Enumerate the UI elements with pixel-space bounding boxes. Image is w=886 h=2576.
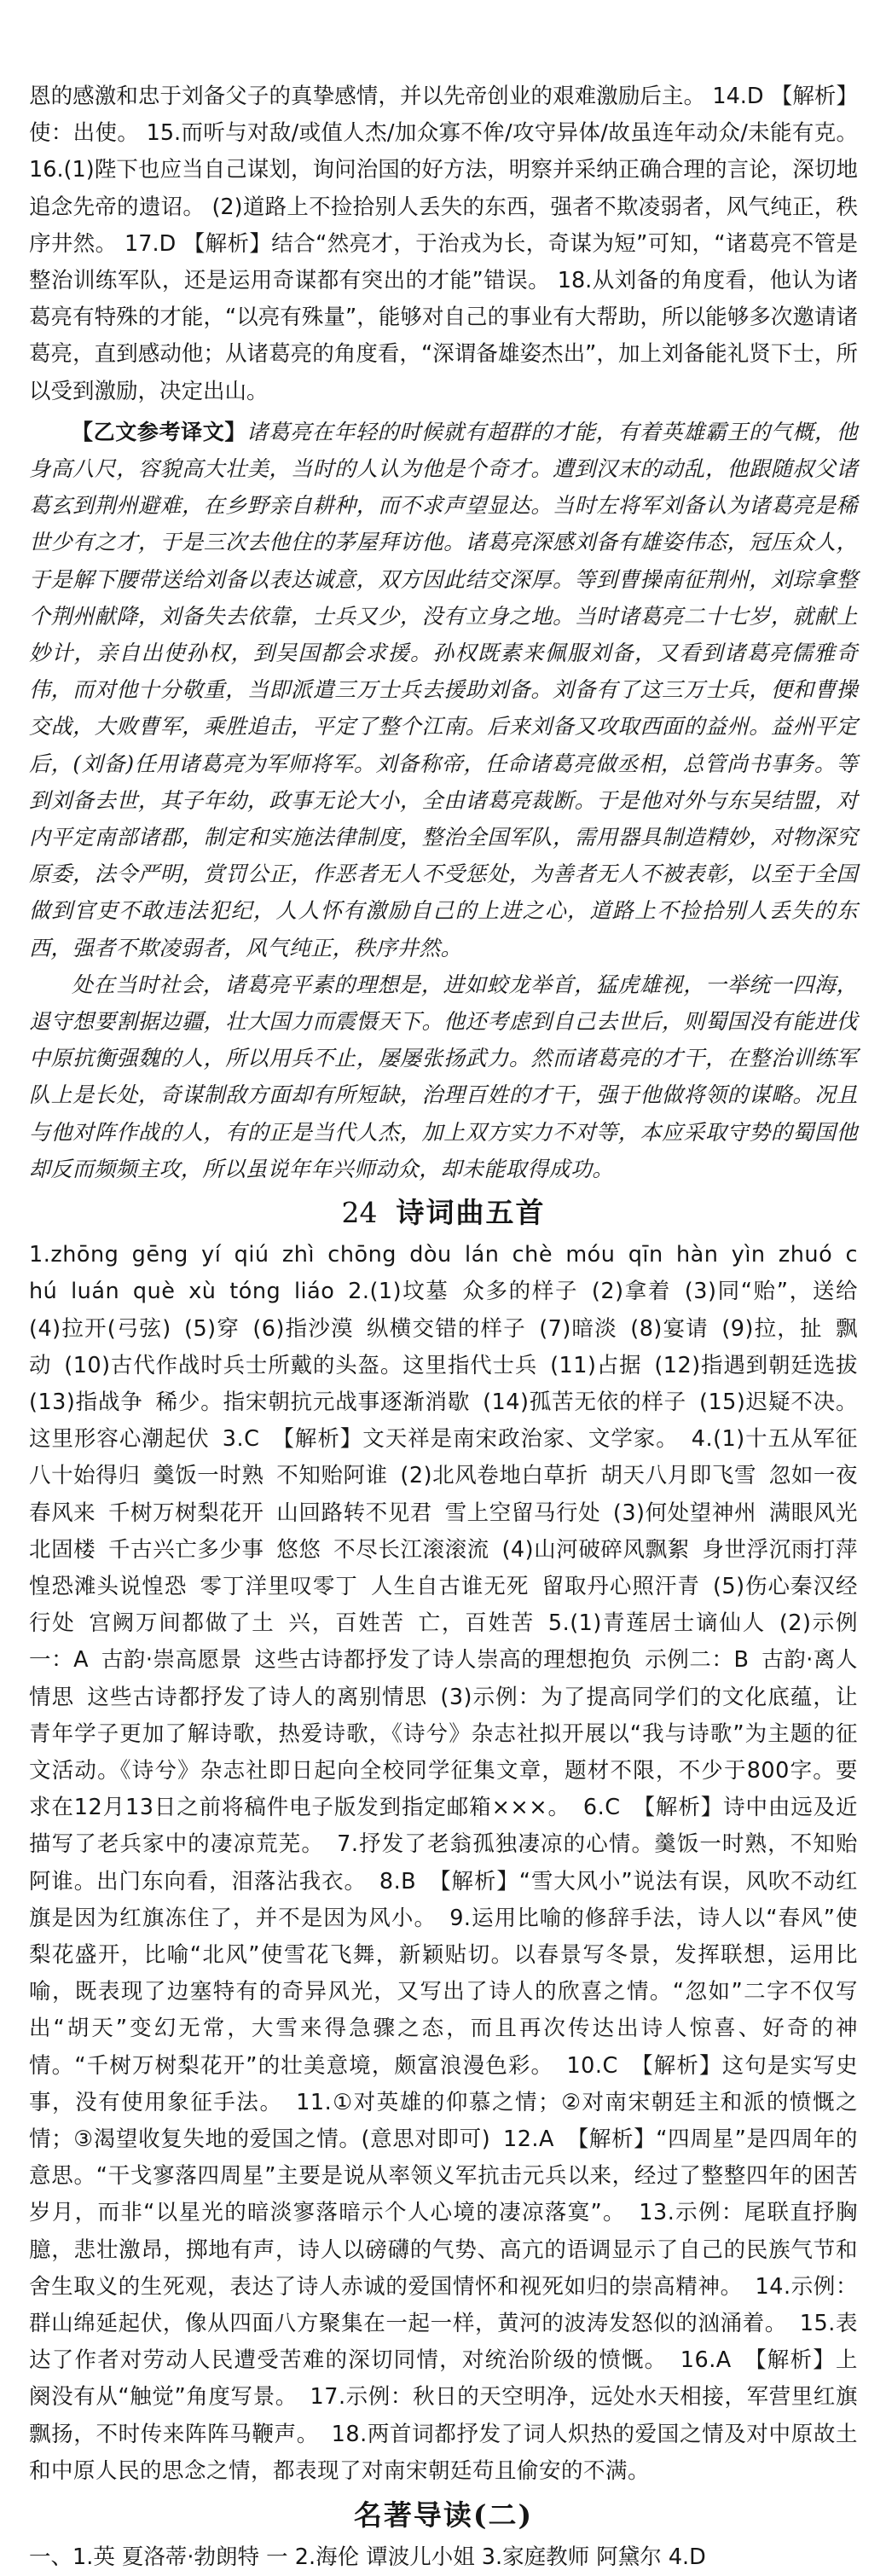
translation-paragraph-2: 处在当时社会，诸葛亮平素的理想是，进如蛟龙举首，猛虎雄视，一举统一四海，退守想要割据边疆，壮大国力而震慑天下。他还考虑到自己去世后，则蜀国没有能进伐中原抗衡强魏的人，所以用兵不止，屡屡张扬武力。然而诸葛亮的才干，在整治训练军队上是长处，奇谋制敌方面却有所短缺，治理百姓的才干，强于他做将领的谋略。况且与他对阵作战的人，有的正是当代人杰，加上双方实力不对等，本应采取守势的蜀国他却反而频频主攻，所以虽说年年兴师动众，却未能取得成功。 <box>29 972 858 1181</box>
answer-block-mingzhu: 一、1.英 夏洛蒂·勃朗特 一 2.海伦 谭波儿小姐 3.家庭教师 阿黛尔 4.D <box>29 2544 706 2570</box>
translation-text-1: 诸葛亮在年轻的时候就有超群的才能，有着英雄霸王的气概，他身高八尺，容貌高大壮美，当时的人认为他是个奇才。遭到汉末的动乱，他跟随叔父诸葛玄到荆州避难，在乡野亲自耕种，而不求声望显达。当时左将军刘备认为诸葛亮是稀世少有之才，于是三次去他住的茅屋拜访他。诸葛亮深感刘备有雄姿伟态，冠压众人，于是解下腰带送给刘备以表达诚意，双方因此结交深厚。等到曹操南征荆州，刘琮拿整个荆州献降，刘备失去依靠，士兵又少，没有立身之地。当时诸葛亮二十七岁，就献上妙计，亲自出使孙权，到吴国都会求援。孙权既素来佩服刘备，又看到诸葛亮儒雅奇伟，而对他十分敬重，当即派遣三万士兵去援助刘备。刘备有了这三万士兵，便和曹操交战，大败曹军，乘胜追击，平定了整个江南。后来刘备又攻取西面的益州。益州平定后，(刘备)任用诸葛亮为军师将军。刘备称帝，任命诸葛亮做丞相，总管尚书事务。等到刘备去世，其子年幼，政事无论大小，全由诸葛亮裁断。于是他对外与东吴结盟，对内平定南部诸郡，制定和实施法律制度，整治全国军队，需用器具制造精妙，对物深究原委，法令严明，赏罚公正，作恶者无人不受惩处，为善者无人不被表彰，以至于全国做到官吏不敢违法犯纪，人人怀有激励自己的上进之心，道路上不捡拾别人丢失的东西，强者不欺凌弱者，风气纯正，秩序井然。 <box>29 419 858 960</box>
answer-key-page <box>29 78 858 2576</box>
answer-block-24: 1.zhōng gēng yí qiú zhì chōng dòu lán chè móu qīn hàn yìn zhuó chú luán què xù tóng liáo 2.(1)坟墓 众多的样子 (2)拿着 (3)同“贻”，送给 (4)拉开(弓弦) (5)穿 (6)指沙漠 纵横交错的样子 (7)暗淡 (8)宴请 (9)拉，扯 飘动 (10)古代作战时兵士所戴的头盔。这里指代士兵 (11)占据 (12)指遇到朝廷选拔 (13)指战争 稀少。指宋朝抗元战事逐渐消歇 (14)孤苦无依的样子 (15)迟疑不决。这里形容心潮起伏 3.C 【解析】文天祥是南宋政治家、文学家。 4.(1)十五从军征 八十始得归 羹饭一时熟 不知贻阿谁 (2)北风卷地白草折 胡天八月即飞雪 忽如一夜春风来 千树万树梨花开 山回路转不见君 雪上空留马行处 (3)何处望神州 满眼风光北固楼 千古兴亡多少事 悠悠 不尽长江滚滚流 (4)山河破碎风飘絮 身世浮沉雨打萍 惶恐滩头说惶恐 零丁洋里叹零丁 人生自古谁无死 留取丹心照汗青 (5)伤心秦汉经行处 宫阙万间都做了土 兴，百姓苦 亡，百姓苦 5.(1)青莲居士谪仙人 (2)示例一：A 古韵·崇高愿景 这些古诗都抒发了诗人崇高的理想抱负 示例二：B 古韵·离人情思 这些古诗都抒发了诗人的离别情思 (3)示例：为了提高同学们的文化底蕴，让青年学子更加了解诗歌，热爱诗歌，《诗兮》杂志社拟开展以“我与诗歌”为主题的征文活动。《诗兮》杂志社即日起向全校同学征集文章，题材不限，不少于800字。要求在12月13日之前将稿件电子版发到指定邮箱×××。 6.C 【解析】诗中由远及近描写了老兵家中的凄凉荒芜。 7.抒发了老翁孤独凄凉的心情。羹饭一时熟，不知贻阿谁。出门东向看，泪落沾我衣。 8.B 【解析】“雪大风小”说法有误，风吹不动红旗是因为红旗冻住了，并不是因为风小。 9.运用比喻的修辞手法，诗人以“春风”使梨花盛开，比喻“北风”使雪花飞舞，新颖贴切。以春景写冬景，发挥联想，运用比喻，既表现了边塞特有的奇异风光，又写出了诗人的欣喜之情。“忽如”二字不仅写出“胡天”变幻无常，大雪来得急骤之态，而且再次传达出诗人惊喜、好奇的神情。“千树万树梨花开”的壮美意境，颇富浪漫色彩。 10.C 【解析】这句是实写史事，没有使用象征手法。 11.①对英雄的仰慕之情；②对南宋朝廷主和派的愤慨之情；③渴望收复失地的爱国之情。(意思对即可) 12.A 【解析】“四周星”是四周年的意思。“干戈寥落四周星”主要是说从率领义军抗击元兵以来，经过了整整四年的困苦岁月，而非“以星光的暗淡寥落暗示个人心境的凄凉落寞”。 13.示例：尾联直抒胸臆，悲壮激昂，掷地有声，诗人以磅礴的气势、高亢的语调显示了自己的民族气节和舍生取义的生死观，表达了诗人赤诚的爱国情怀和视死如归的崇高精神。 14.示例：群山绵延起伏，像从四面八方聚集在一起一样，黄河的波涛发怒似的汹涌着。 15.表达了作者对劳动人民遭受苦难的深切同情，对统治阶级的愤慨。 16.A 【解析】上阕没有从“触觉”角度写景。 17.示例：秋日的天空明净，远处水天相接，军营里红旗飘扬，不时传来阵阵马鞭声。 18.两首词都抒发了词人炽热的爱国之情及对中原故土和中原人民的思念之情，都表现了对南宋朝廷苟且偷安的不满。 <box>29 1242 858 2484</box>
translation-heading: 【乙文参考译文】 <box>72 419 246 444</box>
translation-paragraph-1 <box>29 414 858 966</box>
section-title: 诗词曲五首 <box>396 1196 546 1230</box>
section-number: 24 <box>341 1196 378 1230</box>
section-heading-24 <box>29 1192 858 1233</box>
answer-block-continued: 恩的感激和忠于刘备父子的真挚感情，并以先帝创业的艰难激励后主。 14.D 【解析】使：出使。 15.而听与对敌/或值人杰/加众寡不侔/攻守异体/故虽连年动众/未能有克。 16.(1)陛下也应当自己谋划，询问治国的好方法，明察并采纳正确合理的言论，深切地追念先帝的遗诏。 (2)道路上不捡拾别人丢失的东西，强者不欺凌弱者，风气纯正，秩序井然。 17.D 【解析】结合“然亮才，于治戎为长，奇谋为短”可知，“诸葛亮不管是整治训练军队，还是运用奇谋都有突出的才能”错误。 18.从刘备的角度看，他认为诸葛亮有特殊的才能，“以亮有殊量”，能够对自己的事业有大帮助，所以能够多次邀请诸葛亮，直到感动他；从诸葛亮的角度看，“深谓备雄姿杰出”，加上刘备能礼贤下士，所以受到激励，决定出山。 <box>29 84 858 404</box>
section-heading-mingzhu: 名著导读(二) <box>353 2498 534 2532</box>
